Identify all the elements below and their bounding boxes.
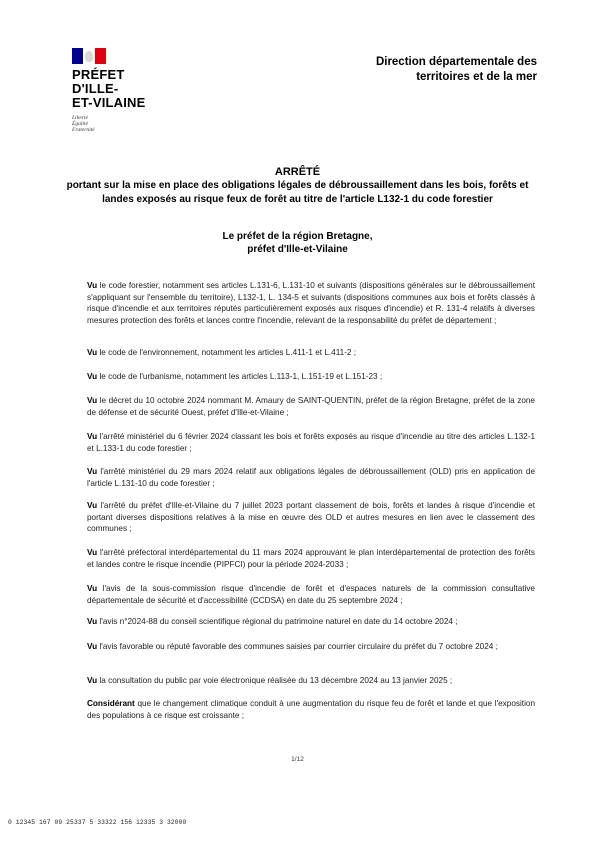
- visa-text: le décret du 10 octobre 2024 nommant M. Amaury de SAINT-QUENTIN, préfet de la région Bretagne, préfet de la zone de défense et de sécurité Ouest, préfet d'Ille-et-Vilaine ;: [87, 396, 535, 417]
- visa-lead: Vu: [87, 501, 98, 510]
- visa-lead: Vu: [87, 642, 98, 651]
- document-body: [87, 280, 535, 728]
- visa-text: l'arrêté ministériel du 29 mars 2024 relatif aux obligations légales de débroussaillement (OLD) pris en application de l'article L.131-10 du code forestier ;: [87, 467, 535, 488]
- prefet-name: [72, 68, 162, 110]
- prefet-line: ET-VILAINE: [72, 95, 146, 110]
- visa-paragraph: [87, 641, 535, 675]
- motto-line: Liberté: [72, 115, 88, 121]
- visa-lead: Vu: [87, 676, 98, 685]
- visa-paragraph: [87, 347, 535, 371]
- visa-paragraph: [87, 371, 535, 395]
- visa-paragraph: [87, 616, 535, 641]
- visa-text: l'avis n°2024-88 du conseil scientifique régional du patrimoine naturel en date du 14 octobre 2024 ;: [97, 617, 458, 626]
- marianne-flag-icon: [72, 48, 106, 64]
- arrete-subject: portant sur la mise en place des obligations légales de débroussaillement dans les bois, forêts et landes exposés au risque feux de forêt au titre de l'article L132-1 du code forestier: [66, 180, 529, 205]
- direction-header: [376, 55, 537, 85]
- visa-paragraph: [87, 431, 535, 466]
- author-line: Le préfet de la région Bretagne,: [222, 231, 373, 242]
- visa-paragraph: [87, 583, 535, 616]
- visa-lead: Vu: [87, 281, 98, 290]
- visa-text: l'arrêté préfectoral interdépartemental du 11 mars 2024 approuvant le plan interdépartemental de protection des forêts et landes contre le risque incendie (PIPFCI) pour la période 2024-2033 ;: [87, 548, 535, 569]
- visa-lead: Vu: [87, 548, 98, 557]
- visa-lead: Vu: [87, 372, 98, 381]
- visa-text: l'avis favorable ou réputé favorable des communes saisies par courrier circulaire du préfet du 7 octobre 2024 ;: [97, 642, 498, 651]
- visa-paragraph: [87, 500, 535, 547]
- prefecture-logo: [72, 48, 162, 134]
- considerant-text: que le changement climatique conduit à une augmentation du risque feu de forêt et lande et que l'exposition des populations à ce risque est croissante ;: [87, 699, 535, 720]
- author-block: [60, 230, 535, 256]
- visa-text: le code de l'environnement, notamment les articles L.411-1 et L.411-2 ;: [97, 348, 357, 357]
- author-line: préfet d'Ille-et-Vilaine: [247, 244, 348, 255]
- visa-paragraph: [87, 547, 535, 583]
- page-number: 1/12: [291, 756, 304, 763]
- visa-lead: Vu: [87, 348, 98, 357]
- visa-lead: Vu: [87, 617, 98, 626]
- visa-text: l'arrêté ministériel du 6 février 2024 classant les bois et forêts exposés au risque d'incendie au titre des articles L.132-1 et L.133-1 du code forestier ;: [87, 432, 535, 453]
- document-barcode-number: 0 12345 167 09 25337 5 33322 156 12335 3 32000: [8, 819, 187, 826]
- considerant-lead: Considérant: [87, 699, 135, 708]
- motto-line: Égalité: [72, 121, 88, 128]
- arrete-heading: ARRÊTÉ: [274, 166, 321, 178]
- visa-lead: Vu: [87, 432, 98, 441]
- visa-text: la consultation du public par voie électronique réalisée du 13 décembre 2024 au 13 janvier 2025 ;: [97, 676, 453, 685]
- visa-lead: Vu: [87, 584, 98, 593]
- visa-paragraph: [87, 395, 535, 431]
- visa-text: le code de l'urbanisme, notamment les articles L.113-1, L.151-19 et L.151-23 ;: [97, 372, 383, 381]
- visa-text: le code forestier, notamment ses articles L.131-6, L.131-10 et suivants (dispositions générales sur le débroussaillement s'appliquant sur l'ensemble du territoire), L132-1, L. 134-5 et suivants (dispositions communes aux bois et forêts classés à risque d'incendie et aux territoires réputés particulièrement exposés aux risques d'incendie) et R. 131-4 relatifs à diverses mesures protection des forêts et lances contre l'incendie, relevant de la responsabilité du préfet de département ;: [87, 281, 535, 325]
- motto-line: Fraternité: [72, 127, 95, 134]
- prefet-line: PRÉFET: [72, 67, 125, 82]
- visa-text: l'arrêté du préfet d'Ille-et-Vilaine du 7 juillet 2023 portant classement de bois, forêts et landes à risque d'incendie et portant diverses dispositions relatives à la mise en œuvre des OLD et autres mesures en lien avec le classement des communes ;: [87, 501, 535, 533]
- prefet-line: D'ILLE-: [72, 81, 119, 96]
- visa-lead: Vu: [87, 396, 98, 405]
- direction-line: Direction départementale des: [375, 56, 537, 68]
- visa-paragraph: [87, 675, 535, 698]
- republic-motto: [72, 115, 162, 134]
- considerant-paragraph: [87, 698, 535, 728]
- visa-paragraph: [87, 466, 535, 500]
- visa-text: l'avis de la sous-commission risque d'incendie de forêt et d'espaces naturels de la commission consultative départementale de sécurité et d'accessibilité (CCDSA) en date du 25 septembre 2024 ;: [87, 584, 535, 605]
- visa-paragraph: [87, 280, 535, 342]
- visa-lead: Vu: [87, 467, 98, 476]
- direction-line: territoires et de la mer: [416, 71, 537, 83]
- document-title: [60, 165, 535, 207]
